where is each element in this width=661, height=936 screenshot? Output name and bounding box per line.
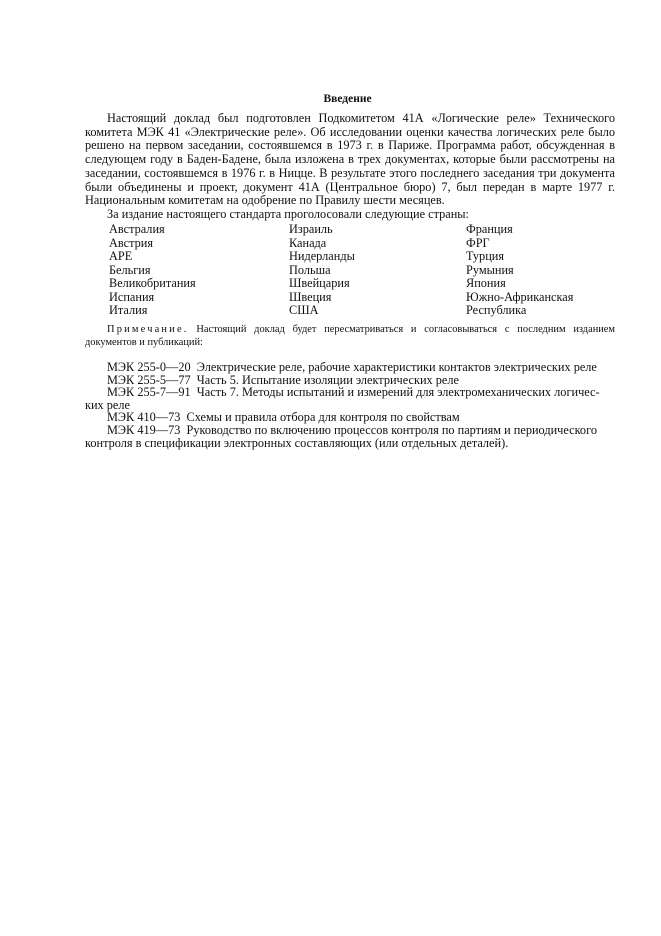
reference-title: Электрические реле, рабочие характеристики контактов электрических реле bbox=[196, 360, 597, 374]
reference-code: МЭК 410—73 bbox=[107, 410, 181, 425]
intro-paragraph bbox=[85, 112, 615, 222]
country-name: ФРГ bbox=[466, 235, 490, 250]
intro-line: заседании, состоявшемся в 1976 г. в Ницце. В результате этого последнего заседания три документа bbox=[85, 165, 615, 180]
reference-list bbox=[85, 361, 615, 449]
intro-line: следующем году в Баден-Бадене, была изложена в трех документах, которые были рассмотрены на bbox=[85, 152, 615, 167]
country-name: Канада bbox=[289, 235, 327, 250]
country-name: Австралия bbox=[109, 222, 165, 236]
intro-line: решено на первом заседании, состоявшемся в 1973 г. в Париже. Программа работ, обсужденная в bbox=[85, 138, 615, 153]
country-name: Республика bbox=[466, 303, 527, 317]
country-name: Франция bbox=[466, 222, 513, 236]
note-block bbox=[85, 323, 615, 350]
country-name: Швейцария bbox=[289, 276, 350, 290]
country-list bbox=[109, 223, 619, 318]
country-row bbox=[109, 291, 619, 305]
country-name: Турция bbox=[466, 249, 505, 263]
country-name: Румыния bbox=[466, 262, 514, 277]
intro-line: комитета МЭК 41 «Электрические реле». Об исследовании оценки качества логических реле было bbox=[85, 124, 615, 139]
reference-title: Часть 7. Методы испытаний и измерений для электромеханических логичес- bbox=[196, 385, 600, 400]
country-name: АРЕ bbox=[109, 249, 133, 263]
reference-code: МЭК 255-7—91 bbox=[107, 385, 191, 400]
country-row bbox=[109, 250, 619, 264]
reference-code: МЭК 255-5—77 bbox=[107, 372, 191, 387]
country-name: Австрия bbox=[109, 235, 153, 250]
country-name: Испания bbox=[109, 289, 155, 304]
country-name: Бельгия bbox=[109, 262, 151, 277]
country-name: Польша bbox=[289, 262, 331, 277]
page-title: Введение bbox=[323, 93, 372, 105]
intro-line: Настоящий доклад был подготовлен Подкомитетом 41А «Логические реле» Технического bbox=[107, 111, 615, 125]
country-name: Япония bbox=[466, 276, 506, 290]
country-row bbox=[109, 264, 619, 278]
country-row bbox=[109, 237, 619, 251]
country-row bbox=[109, 223, 619, 237]
note-line bbox=[85, 323, 615, 336]
country-name: Швеция bbox=[289, 289, 332, 304]
note-line-2: документов и публикаций: bbox=[85, 337, 203, 349]
country-row bbox=[109, 304, 619, 318]
note-label: Примечание. bbox=[107, 324, 189, 335]
reference-continuation: ких реле bbox=[85, 397, 130, 412]
reference-item bbox=[85, 386, 615, 399]
reference-code: МЭК 419—73 bbox=[107, 422, 181, 437]
intro-line: Национальным комитетам на одобрение по Правилу шести месяцев. bbox=[85, 193, 445, 208]
reference-title: Руководство по включению процессов контроля по партиям и периодического bbox=[186, 422, 597, 437]
vote-sentence: За издание настоящего стандарта проголосовали следующие страны: bbox=[107, 206, 469, 221]
reference-title: Часть 5. Испытание изоляции электрических реле bbox=[196, 372, 459, 387]
country-name: Нидерланды bbox=[289, 249, 355, 263]
reference-item bbox=[85, 424, 615, 437]
country-name: Южно-Африканская bbox=[466, 289, 574, 304]
country-name: США bbox=[289, 303, 319, 317]
reference-continuation: контроля в спецификации электронных составляющих (или отдельных деталей). bbox=[85, 435, 509, 450]
country-name: Великобритания bbox=[109, 276, 196, 290]
intro-line: были объединены и проект, документ 41А (Центральное бюро) 7, был передан в марте 1977 г. bbox=[85, 179, 615, 194]
reference-code: МЭК 255-0—20 bbox=[107, 360, 191, 374]
note-text: Настоящий доклад будет пересматриваться и согласовываться с последним изданием bbox=[196, 324, 615, 335]
country-name: Италия bbox=[109, 303, 148, 317]
country-row bbox=[109, 277, 619, 291]
reference-title: Схемы и правила отбора для контроля по свойствам bbox=[186, 410, 460, 425]
country-name: Израиль bbox=[289, 222, 333, 236]
